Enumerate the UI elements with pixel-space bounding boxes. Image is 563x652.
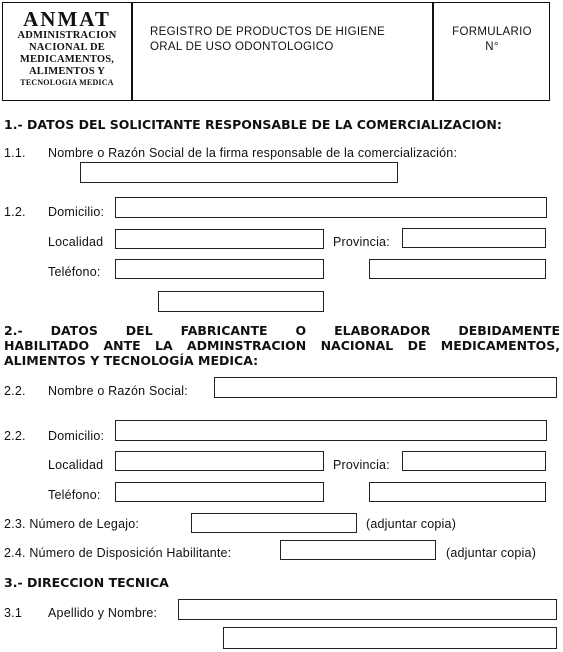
q-3-1-number: 3.1 bbox=[4, 606, 22, 620]
provincia-label: Provincia: bbox=[333, 235, 390, 249]
company-name-field[interactable] bbox=[80, 162, 398, 183]
localidad-label: Localidad bbox=[48, 235, 104, 249]
manufacturer-name-field[interactable] bbox=[214, 377, 557, 398]
disposicion-field[interactable] bbox=[280, 540, 436, 560]
q-1-1-number: 1.1. bbox=[4, 146, 26, 160]
logo-line-4: ALIMENTOS Y bbox=[28, 66, 105, 77]
manufacturer-localidad-field[interactable] bbox=[115, 451, 324, 471]
q-2-2-number: 2.2. bbox=[4, 384, 26, 398]
manufacturer-localidad-label: Localidad bbox=[48, 458, 104, 472]
logo-line-5: TECNOLOGIA MEDICA bbox=[20, 78, 114, 87]
form-title bbox=[150, 25, 420, 55]
manufacturer-telefono-field-1[interactable] bbox=[115, 482, 324, 502]
director-name-field-2[interactable] bbox=[223, 627, 557, 649]
section-2-title-line-2: HABILITADO ANTE LA ADMINSTRACION NACIONAL DE MEDICAMENTOS, bbox=[4, 338, 560, 353]
manufacturer-telefono-field-2[interactable] bbox=[369, 482, 546, 502]
domicilio-label: Domicilio: bbox=[48, 205, 105, 219]
logo-acronym: ANMAT bbox=[23, 7, 111, 31]
q-1-2-number: 1.2. bbox=[4, 205, 26, 219]
disposicion-note: (adjuntar copia) bbox=[446, 546, 537, 560]
logo-line-3: MEDICAMENTOS, bbox=[19, 54, 115, 65]
telefono-field-1[interactable] bbox=[115, 259, 324, 279]
manufacturer-provincia-field[interactable] bbox=[402, 451, 546, 471]
manufacturer-telefono-label: Teléfono: bbox=[48, 488, 101, 502]
disposicion-label: 2.4. Número de Disposición Habilitante: bbox=[4, 546, 232, 560]
manufacturer-provincia-label: Provincia: bbox=[333, 458, 390, 472]
manufacturer-name-label: Nombre o Razón Social: bbox=[48, 384, 188, 398]
section-1-title: 1.- DATOS DEL SOLICITANTE RESPONSABLE DE LA COMERCIALIZACION: bbox=[4, 117, 502, 132]
provincia-field[interactable] bbox=[402, 228, 546, 248]
section-2-title bbox=[4, 323, 560, 368]
q-2-2b-number: 2.2. bbox=[4, 429, 26, 443]
section-3-title: 3.- DIRECCION TECNICA bbox=[4, 575, 169, 590]
director-name-field[interactable] bbox=[178, 599, 557, 620]
logo-line-2: NACIONAL DE bbox=[28, 42, 105, 53]
domicilio-field[interactable] bbox=[115, 197, 547, 218]
section-2-title-line-3: ALIMENTOS Y TECNOLOGÍA MEDICA: bbox=[4, 353, 259, 368]
form-label: FORMULARIO bbox=[452, 26, 532, 38]
manufacturer-domicilio-field[interactable] bbox=[115, 420, 547, 441]
localidad-field[interactable] bbox=[115, 229, 324, 249]
logo-line-1: ADMINISTRACION bbox=[17, 30, 117, 41]
form-title-line-2: ORAL DE USO ODONTOLOGICO bbox=[150, 41, 334, 53]
telefono-field-3[interactable] bbox=[158, 291, 324, 312]
header-divider-2 bbox=[432, 2, 434, 101]
form-number-block bbox=[436, 25, 548, 55]
legajo-field[interactable] bbox=[191, 513, 357, 533]
director-name-label: Apellido y Nombre: bbox=[48, 606, 158, 620]
header-divider-1 bbox=[131, 2, 133, 101]
legajo-note: (adjuntar copia) bbox=[366, 517, 457, 531]
legajo-label: 2.3. Número de Legajo: bbox=[4, 517, 140, 531]
manufacturer-domicilio-label: Domicilio: bbox=[48, 429, 105, 443]
form-title-line-1: REGISTRO DE PRODUCTOS DE HIGIENE bbox=[150, 26, 385, 38]
anmat-logo bbox=[6, 8, 128, 88]
telefono-field-2[interactable] bbox=[369, 259, 546, 279]
form-number-label: N° bbox=[485, 41, 499, 53]
section-2-title-line-1: 2.- DATOS DEL FABRICANTE O ELABORADOR DEBIDAMENTE bbox=[4, 323, 560, 338]
q-1-1-label: Nombre o Razón Social de la firma responsable de la comercialización: bbox=[48, 146, 458, 160]
telefono-label: Teléfono: bbox=[48, 265, 101, 279]
